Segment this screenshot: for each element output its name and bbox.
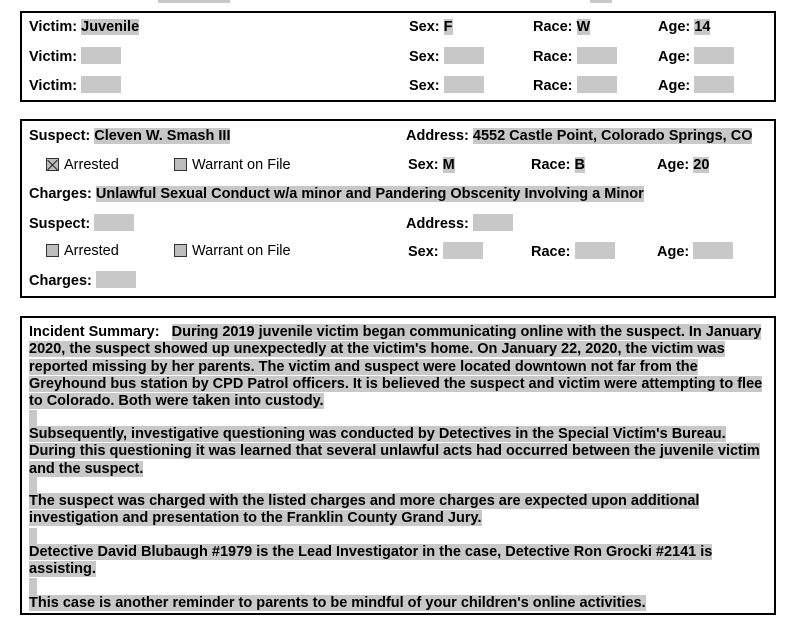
race-label: Race: <box>531 157 571 173</box>
victim-2-sex <box>409 47 484 66</box>
summary-label: Incident Summary: <box>29 324 160 340</box>
suspect-name-field[interactable] <box>94 214 134 231</box>
warrant-checkbox[interactable] <box>174 244 187 257</box>
sex-field[interactable] <box>444 47 484 64</box>
summary-spacer <box>29 578 37 595</box>
address-field[interactable] <box>473 214 513 231</box>
race-label: Race: <box>531 244 571 260</box>
suspect-name-field[interactable]: Cleven W. Smash III <box>94 128 231 144</box>
summary-spacer <box>29 410 37 427</box>
arrested-checkbox[interactable] <box>46 158 59 171</box>
victim-3-age <box>658 76 734 95</box>
victim-2-age <box>658 47 734 66</box>
summary-text[interactable]: During 2019 juvenile victim began communicating online with the suspect. In January 2020, the suspect showed up unexpectedly at the victim's home. On January 22, 2020, the victim was reported missing by her parents. The victim and suspect were located downtown not far from the Greyhound bus station by CPD Patrol officers. It is believed the suspect and victim were attempting to flee to Colorado. Both were taken into custody. <box>29 324 763 410</box>
victim-label: Victim: <box>29 49 78 65</box>
age-field[interactable] <box>694 47 734 64</box>
summary-text[interactable]: This case is another reminder to parents to be mindful of your children's online activities. <box>29 595 646 611</box>
race-field[interactable] <box>575 242 615 259</box>
charges-label: Charges: <box>29 186 92 202</box>
suspect-1-charges <box>29 185 644 203</box>
sex-field[interactable]: M <box>442 157 455 173</box>
summary-text[interactable]: Detective David Blubaugh #1979 is the Lead Investigator in the case, Detective Ron Grocki #2141 is assisting. <box>29 544 713 578</box>
summary-paragraph-2 <box>29 426 774 478</box>
victim-label: Victim: <box>29 19 78 35</box>
suspect-1-arrested[interactable] <box>46 156 119 174</box>
race-field[interactable] <box>577 76 617 93</box>
previous-field-remnant <box>590 0 612 3</box>
age-label: Age: <box>658 78 691 94</box>
victim-1-race <box>533 18 590 36</box>
race-label: Race: <box>533 49 573 65</box>
address-field[interactable]: 4552 Castle Point, Colorado Springs, CO <box>472 128 753 144</box>
race-label: Race: <box>533 78 573 94</box>
victim-3-race <box>533 76 617 95</box>
summary-spacer <box>29 477 37 494</box>
age-field[interactable] <box>693 242 733 259</box>
arrested-label: Arrested <box>64 157 119 173</box>
suspect-1-race <box>531 156 585 174</box>
sex-field[interactable]: F <box>443 19 453 35</box>
race-label: Race: <box>533 19 573 35</box>
summary-text[interactable]: The suspect was charged with the listed charges and more charges are expected upon additional investigation and presentation to the Franklin County Grand Jury. <box>29 493 700 527</box>
charges-field[interactable]: Unlawful Sexual Conduct w/a minor and Pandering Obscenity Involving a Minor <box>95 186 644 202</box>
victim-row-2 <box>29 47 121 66</box>
age-field[interactable]: 20 <box>693 157 710 173</box>
age-label: Age: <box>657 157 690 173</box>
age-field[interactable] <box>694 76 734 93</box>
charges-label: Charges: <box>29 273 92 289</box>
previous-field-remnant <box>158 0 230 3</box>
arrested-checkbox[interactable] <box>46 244 59 257</box>
suspect-2-age <box>657 242 733 261</box>
suspect-2-warrant[interactable] <box>174 242 291 260</box>
warrant-label: Warrant on File <box>192 157 291 173</box>
sex-label: Sex: <box>409 49 440 65</box>
suspect-label: Suspect: <box>29 128 91 144</box>
suspect-1-age <box>657 156 709 174</box>
suspect-2-charges <box>29 271 136 290</box>
suspect-1-address <box>406 127 752 145</box>
victim-row-1 <box>29 18 139 36</box>
suspect-2-race <box>531 242 615 261</box>
suspect-2-arrested[interactable] <box>46 242 119 260</box>
suspect-2-address <box>406 214 513 233</box>
victim-name-field[interactable] <box>81 76 121 93</box>
sex-label: Sex: <box>409 78 440 94</box>
victim-row-3 <box>29 76 121 95</box>
age-label: Age: <box>658 49 691 65</box>
age-label: Age: <box>657 244 690 260</box>
race-field[interactable] <box>577 47 617 64</box>
sex-label: Sex: <box>408 244 439 260</box>
victim-1-sex <box>409 18 453 36</box>
sex-label: Sex: <box>408 157 439 173</box>
warrant-label: Warrant on File <box>192 243 291 259</box>
summary-paragraph-4 <box>29 544 774 579</box>
suspect-1-name <box>29 127 230 145</box>
victim-label: Victim: <box>29 78 78 94</box>
age-field[interactable]: 14 <box>694 19 711 35</box>
age-label: Age: <box>658 19 691 35</box>
victim-2-race <box>533 47 617 66</box>
sex-field[interactable] <box>443 242 483 259</box>
suspect-2-sex <box>408 242 483 261</box>
summary-paragraph-1 <box>29 324 774 410</box>
race-field[interactable]: B <box>574 157 586 173</box>
summary-spacer <box>29 528 37 545</box>
sex-label: Sex: <box>409 19 440 35</box>
suspect-2-name <box>29 214 134 233</box>
summary-paragraph-5 <box>29 595 774 612</box>
suspect-label: Suspect: <box>29 216 91 232</box>
victim-3-sex <box>409 76 484 95</box>
summary-text[interactable]: Subsequently, investigative questioning was conducted by Detectives in the Special Victim's Bureau. During this questioning it was learned that several unlawful acts had occurred between the juvenile victim and the suspect. <box>29 426 760 477</box>
suspect-1-warrant[interactable] <box>174 156 291 174</box>
sex-field[interactable] <box>444 76 484 93</box>
address-label: Address: <box>406 216 469 232</box>
charges-field[interactable] <box>96 271 136 288</box>
victim-name-field[interactable] <box>81 47 121 64</box>
warrant-checkbox[interactable] <box>174 158 187 171</box>
arrested-label: Arrested <box>64 243 119 259</box>
summary-paragraph-3 <box>29 493 774 528</box>
address-label: Address: <box>406 128 469 144</box>
race-field[interactable]: W <box>576 19 591 35</box>
victim-1-age <box>658 18 710 36</box>
victim-name-field[interactable]: Juvenile <box>81 19 140 35</box>
suspect-1-sex <box>408 156 455 174</box>
